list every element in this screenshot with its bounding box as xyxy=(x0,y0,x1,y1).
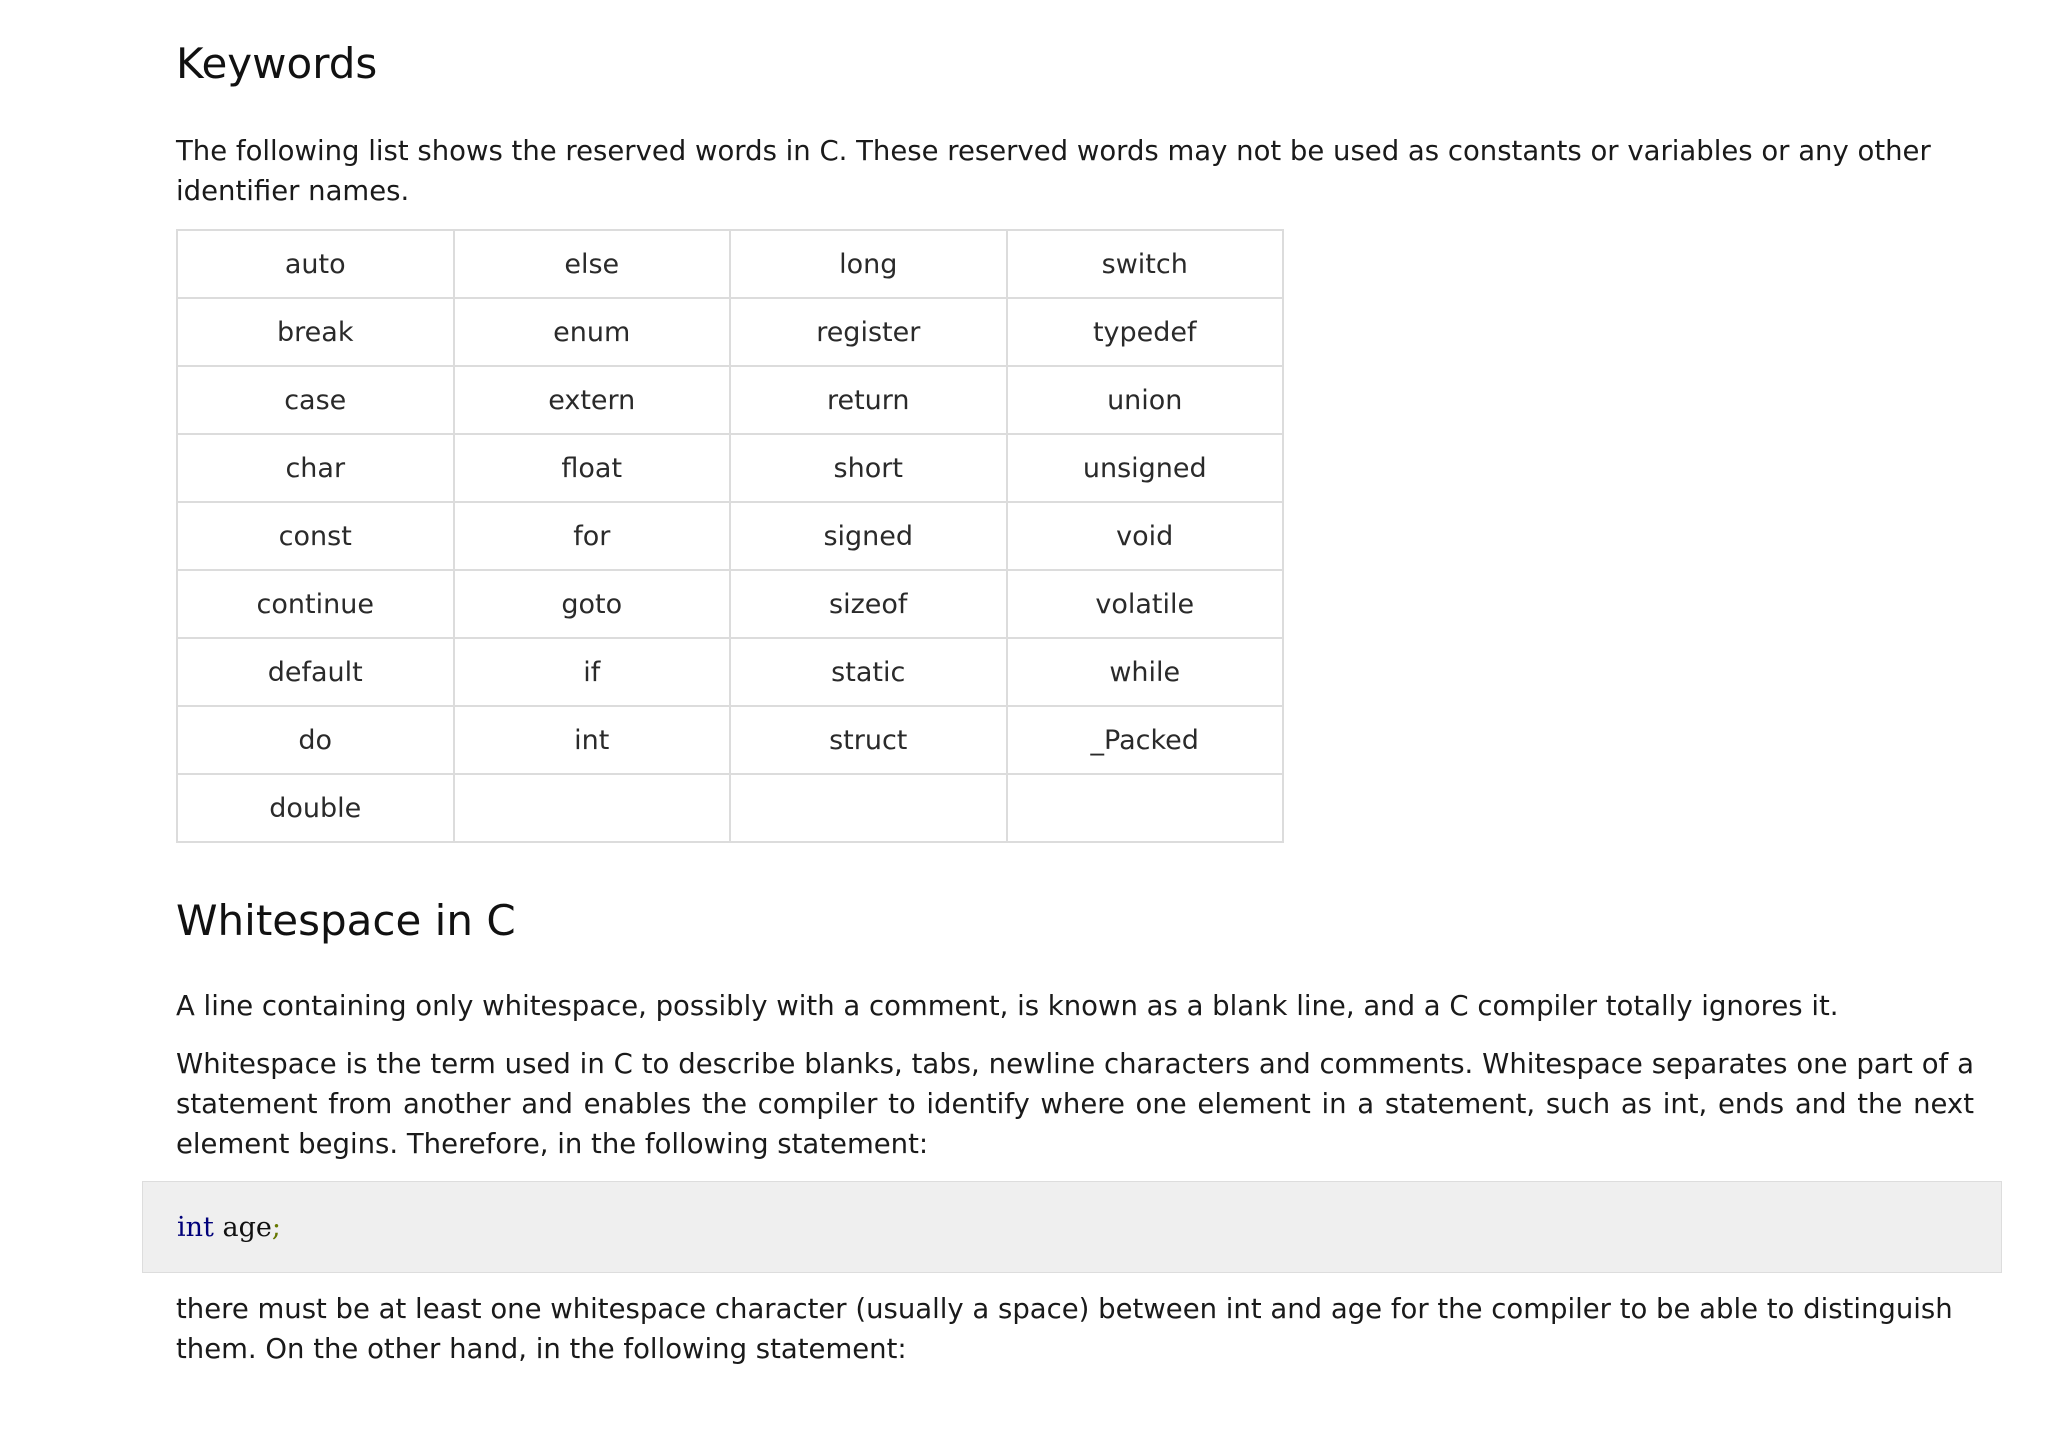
keyword-cell: extern xyxy=(454,366,731,434)
keyword-cell: for xyxy=(454,502,731,570)
keyword-cell: case xyxy=(177,366,454,434)
keywords-intro-paragraph: The following list shows the reserved words in C. These reserved words may not be used as constants or variables or any other identifier names. xyxy=(176,135,1931,207)
keyword-cell: signed xyxy=(730,502,1007,570)
keyword-cell: switch xyxy=(1007,230,1284,298)
keyword-cell: return xyxy=(730,366,1007,434)
code-identifier: age xyxy=(222,1212,272,1243)
keyword-cell: const xyxy=(177,502,454,570)
table-row xyxy=(177,366,1283,434)
keyword-cell xyxy=(454,774,731,842)
keyword-cell: register xyxy=(730,298,1007,366)
keyword-cell: do xyxy=(177,706,454,774)
table-row xyxy=(177,638,1283,706)
keyword-cell: union xyxy=(1007,366,1284,434)
keyword-cell xyxy=(1007,774,1284,842)
keyword-cell: static xyxy=(730,638,1007,706)
keyword-cell: void xyxy=(1007,502,1284,570)
keyword-cell: double xyxy=(177,774,454,842)
keyword-cell: auto xyxy=(177,230,454,298)
keyword-cell: struct xyxy=(730,706,1007,774)
keyword-cell: break xyxy=(177,298,454,366)
keyword-cell: continue xyxy=(177,570,454,638)
keyword-cell: unsigned xyxy=(1007,434,1284,502)
keywords-heading: Keywords xyxy=(176,39,378,88)
keyword-cell: sizeof xyxy=(730,570,1007,638)
keyword-cell: default xyxy=(177,638,454,706)
keyword-cell: if xyxy=(454,638,731,706)
keyword-cell: _Packed xyxy=(1007,706,1284,774)
keyword-cell: volatile xyxy=(1007,570,1284,638)
code-line xyxy=(177,1208,281,1248)
code-keyword: int xyxy=(177,1212,214,1243)
keyword-cell: while xyxy=(1007,638,1284,706)
keyword-cell: long xyxy=(730,230,1007,298)
whitespace-description-paragraph: Whitespace is the term used in C to describe blanks, tabs, newline characters and comments. Whitespace separates one part of a statement from another and enables the compiler to identify where one element in a statement, such as int, ends and the next element begins. Therefore, in the following statement: xyxy=(176,1048,1974,1160)
keyword-cell: enum xyxy=(454,298,731,366)
table-row xyxy=(177,774,1283,842)
keyword-cell: char xyxy=(177,434,454,502)
keyword-cell: goto xyxy=(454,570,731,638)
blank-line-paragraph: A line containing only whitespace, possibly with a comment, is known as a blank line, and a C compiler totally ignores it. xyxy=(176,990,1839,1022)
code-block xyxy=(142,1181,2002,1273)
keyword-cell: typedef xyxy=(1007,298,1284,366)
keywords-table xyxy=(176,229,1284,843)
whitespace-followup-paragraph: there must be at least one whitespace character (usually a space) between int and age for the compiler to be able to distinguish them. On the other hand, in the following statement: xyxy=(176,1293,1953,1365)
keyword-cell: else xyxy=(454,230,731,298)
table-row xyxy=(177,434,1283,502)
keyword-cell xyxy=(730,774,1007,842)
table-row xyxy=(177,230,1283,298)
keyword-cell: int xyxy=(454,706,731,774)
keyword-cell: float xyxy=(454,434,731,502)
table-row xyxy=(177,706,1283,774)
keyword-cell: short xyxy=(730,434,1007,502)
whitespace-heading: Whitespace in C xyxy=(176,896,516,945)
code-punctuation: ; xyxy=(271,1212,281,1243)
table-row xyxy=(177,570,1283,638)
table-row xyxy=(177,298,1283,366)
table-row xyxy=(177,502,1283,570)
